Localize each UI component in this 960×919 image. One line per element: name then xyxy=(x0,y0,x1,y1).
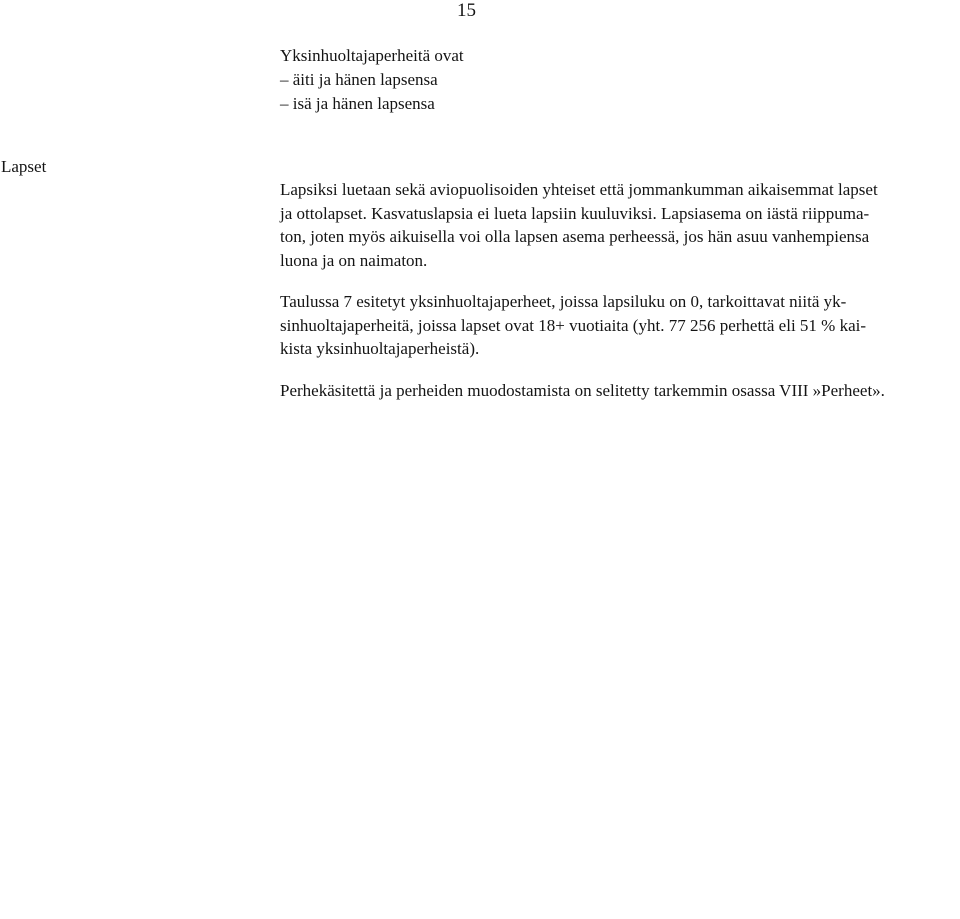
section-body xyxy=(280,178,960,420)
paragraph-reference xyxy=(280,379,960,403)
intro-list-item: – isä ja hänen lapsensa xyxy=(280,94,435,113)
text-line: kista yksinhuoltajaperheistä). xyxy=(280,339,480,358)
paragraph-children-definition xyxy=(280,178,960,272)
text-line: Perhekäsitettä ja perheiden muodostamista on selitetty tarkemmin osassa VIII »Perheet». xyxy=(280,380,885,400)
text-line: ton, joten myös aikuisella voi olla lapsen asema perheessä, jos hän asuu vanhempiensa xyxy=(280,227,870,246)
intro-block xyxy=(280,44,464,116)
section-side-heading: Lapset xyxy=(1,157,47,176)
intro-heading: Yksinhuoltajaperheitä ovat xyxy=(280,46,464,65)
text-line: ja ottolapset. Kasvatuslapsia ei lueta lapsiin kuuluviksi. Lapsiasema on iästä riippuma- xyxy=(280,203,870,223)
page-number: 15 xyxy=(457,0,476,21)
intro-list-item: – äiti ja hänen lapsensa xyxy=(280,70,438,89)
text-line: Lapsiksi luetaan sekä aviopuolisoiden yhteiset että jommankumman aikaisemmat lapset xyxy=(280,180,878,199)
paragraph-table-note xyxy=(280,290,960,361)
text-line: sinhuoltajaperheitä, joissa lapset ovat 18+ vuotiaita (yht. 77 256 perhettä eli 51 % kai- xyxy=(280,315,867,335)
text-line: Taulussa 7 esitetyt yksinhuoltajaperheet, joissa lapsiluku on 0, tarkoittavat niitä yk- xyxy=(280,292,847,311)
text-line: luona ja on naimaton. xyxy=(280,250,428,270)
